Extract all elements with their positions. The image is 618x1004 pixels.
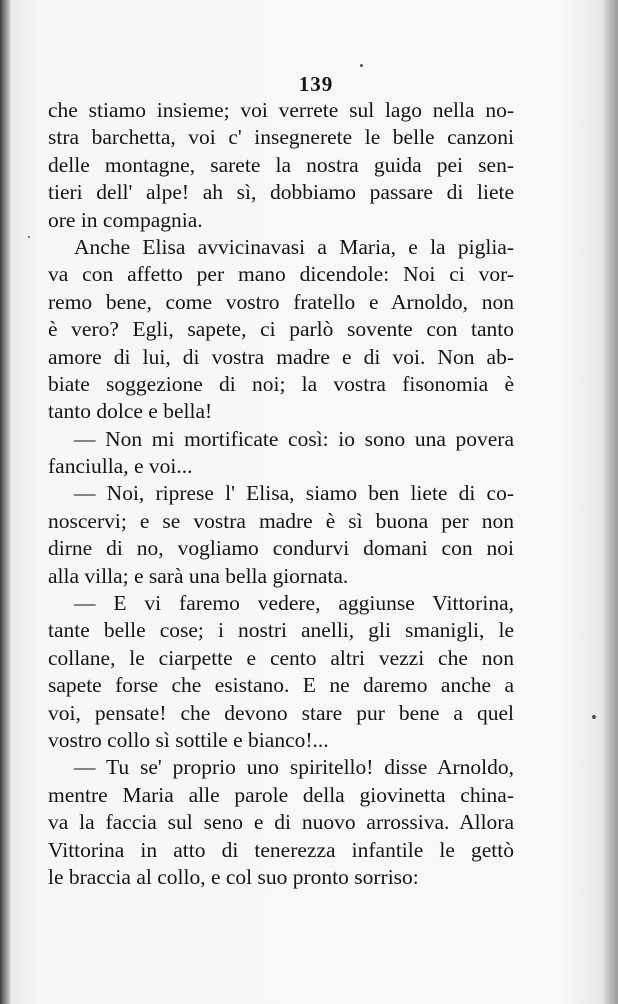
- text-line: le braccia al collo, e col suo pronto sorriso:: [48, 864, 419, 889]
- text-line: delle montagne, sarete la nostra guida pei sen-: [48, 152, 514, 177]
- text-line: noscervi; e se vostra madre è sì buona per non: [48, 508, 514, 533]
- text-line: stra barchetta, voi c' insegnerete le belle canzoni: [48, 125, 514, 150]
- text-line: tieri dell' alpe! ah sì, dobbiamo passare di liete: [48, 180, 514, 205]
- text-line: amore di lui, di vostra madre e di voi. Non ab-: [48, 344, 514, 369]
- paragraph: [48, 754, 514, 891]
- text-line: vostro collo sì sottile e bianco!...: [48, 727, 329, 752]
- book-spine-shadow: [0, 0, 10, 1004]
- text-line: — Noi, riprese l' Elisa, siamo ben liete di co-: [74, 481, 514, 506]
- text-line: ore in compagnia.: [48, 207, 203, 232]
- text-line: remo bene, come vostro fratello e Arnoldo, non: [48, 289, 514, 314]
- text-line: voi, pensate! che devono stare pur bene a quel: [48, 700, 514, 725]
- text-line: tante belle cose; i nostri anelli, gli smanigli, le: [48, 618, 514, 643]
- text-line: fanciulla, e voi...: [48, 454, 193, 479]
- text-line: — E vi faremo vedere, aggiunse Vittorina,: [74, 591, 514, 616]
- page-edge-shadow: [602, 0, 618, 1004]
- page-number: 139: [298, 72, 334, 96]
- text-line: tanto dolce e bella!: [48, 399, 213, 424]
- paragraph: [48, 234, 514, 426]
- text-line: sapete forse che esistano. E ne daremo anche a: [48, 673, 514, 698]
- paragraph: [48, 480, 514, 590]
- text-line: va la faccia sul seno e di nuovo arrossiva. Allora: [48, 810, 514, 835]
- text-line: — Non mi mortificate così: io sono una povera: [74, 426, 514, 451]
- text-line: biate soggezione di noi; la vostra fisonomia è: [48, 371, 514, 396]
- text-line: è vero? Egli, sapete, ci parlò sovente con tanto: [48, 317, 514, 342]
- text-line: dirne di no, vogliamo condurvi domani con noi: [48, 536, 514, 561]
- paragraph: [48, 97, 514, 234]
- text-line: collane, le ciarpette e cento altri vezzi che non: [48, 645, 514, 670]
- text-line: — Tu se' proprio uno spiritello! disse Arnoldo,: [74, 755, 514, 780]
- paper-speck: [592, 715, 596, 719]
- text-line: che stiamo insieme; voi verrete sul lago nella no-: [48, 98, 514, 122]
- body-text: [48, 97, 514, 891]
- text-line: Vittorina in atto di tenerezza infantile le gettò: [48, 837, 514, 862]
- paper-speck: [360, 64, 363, 67]
- text-line: Anche Elisa avvicinavasi a Maria, e la piglia-: [74, 234, 514, 259]
- text-line: mentre Maria alle parole della giovinetta china-: [48, 782, 514, 807]
- text-line: va con affetto per mano dicendole: Noi ci vor-: [48, 262, 514, 287]
- text-line: alla villa; e sarà una bella giornata.: [48, 563, 349, 588]
- paragraph: [48, 590, 514, 754]
- paragraph: [48, 426, 514, 481]
- paper-speck: [28, 236, 30, 238]
